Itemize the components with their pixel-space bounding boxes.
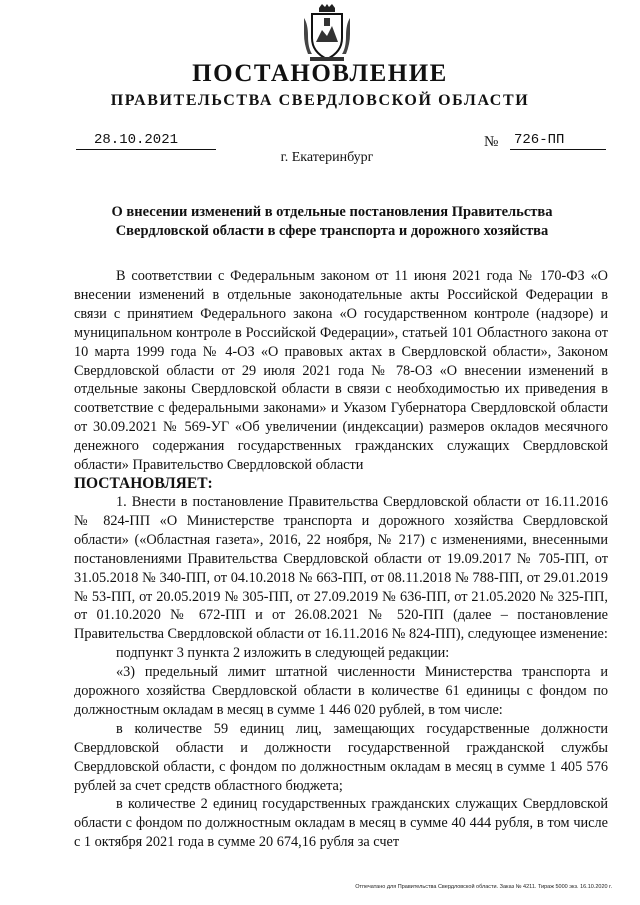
document-subtitle: ПРАВИТЕЛЬСТВА СВЕРДЛОВСКОЙ ОБЛАСТИ <box>110 92 530 109</box>
number-sign: № <box>484 134 499 150</box>
clause-1-paragraph: 1. Внести в постановление Правительства Свердловской области от 16.11.2016 № 824-ПП «О Министерстве транспорта и дорожного хозяйства Свердловской области» («Областная газета», 2016, 22 ноября, № 217) с изменениями, внесенными постановлениями Правительства Свердловской области от 19.09.2017 № 705-ПП, от 31.05.2018 № 340-ПП, от 04.10.2018 № 663-ПП, от 08.11.2018 № 788-ПП, от 29.01.2019 № 53-ПП, от 20.05.2019 № 305-ПП, от 27.09.2019 № 636-ПП, от 21.05.2020 № 325-ПП, от 01.10.2020 № 672-ПП и от 26.08.2021 № 520-ПП (далее – постановление Правительства Свердловской области от 16.11.2016 № 824-ПП), следующее изменение: <box>74 493 608 643</box>
document-date: 28.10.2021 <box>76 131 216 150</box>
document-body <box>74 267 608 852</box>
preamble-paragraph: В соответствии с Федеральным законом от 11 июня 2021 года № 170-ФЗ «О внесении изменений в отдельные законодательные акты Российской Федерации в связи с принятием Федерального закона «О государственном контроле (надзоре) и муниципальном контроле в Российской Федерации», статьей 101 Областного закона от 10 марта 1999 года № 4-ОЗ «О правовых актах в Свердловской области», Законом Свердловской области от 29 июля 2021 года № 78-ОЗ «О внесении изменений в отдельные законы Свердловской области в связи с необходимостью их приведения в соответствие с федеральными законами» и Указом Губернатора Свердловской области от 30.09.2021 № 569-УГ «Об увеличении (индексации) размеров окладов месячного денежного содержания государственных гражданских служащих Свердловской области» Правительство Свердловской области <box>74 268 608 474</box>
document-heading: О внесении изменений в отдельные постановления Правительства Свердловской области в сфере транспорта и дорожного хозяйства <box>111 204 553 239</box>
document-city: г. Екатеринбург <box>280 150 374 165</box>
print-footer-note: Отпечатано для Правительства Свердловской области. Заказ № 4211. Тираж 5000 экз. 16.10.2020 г. <box>355 884 612 890</box>
staff-2-paragraph: в количестве 2 единиц государственных гражданских служащих Свердловской области с фондом по должностным окладам в месяц в сумме 40 444 рубля, в том числе с 1 октября 2021 года в сумме 20 674,16 рубля за счет <box>74 796 608 851</box>
subclause-intro-paragraph: подпункт 3 пункта 2 изложить в следующей редакции: <box>116 645 450 662</box>
document-title: ПОСТАНОВЛЕНИЕ <box>192 60 448 87</box>
sverdlovsk-coat-of-arms-icon <box>302 4 352 62</box>
document-number: 726-ПП <box>510 131 606 150</box>
staff-limit-paragraph: «3) предельный лимит штатной численности Министерства транспорта и дорожного хозяйства Свердловской области в количестве 61 единицы с фондом по должностным окладам в месяц в сумме 1 446 020 рублей, в том числе: <box>74 664 608 718</box>
decree-word: ПОСТАНОВЛЯЕТ: <box>74 474 213 492</box>
staff-59-paragraph: в количестве 59 единиц лиц, замещающих государственные должности Свердловской области и должности государственной гражданской службы Свердловской области, с фондом по должностным окладам в месяц в сумме 1 405 576 рублей за счет средств областного бюджета; <box>74 720 608 794</box>
